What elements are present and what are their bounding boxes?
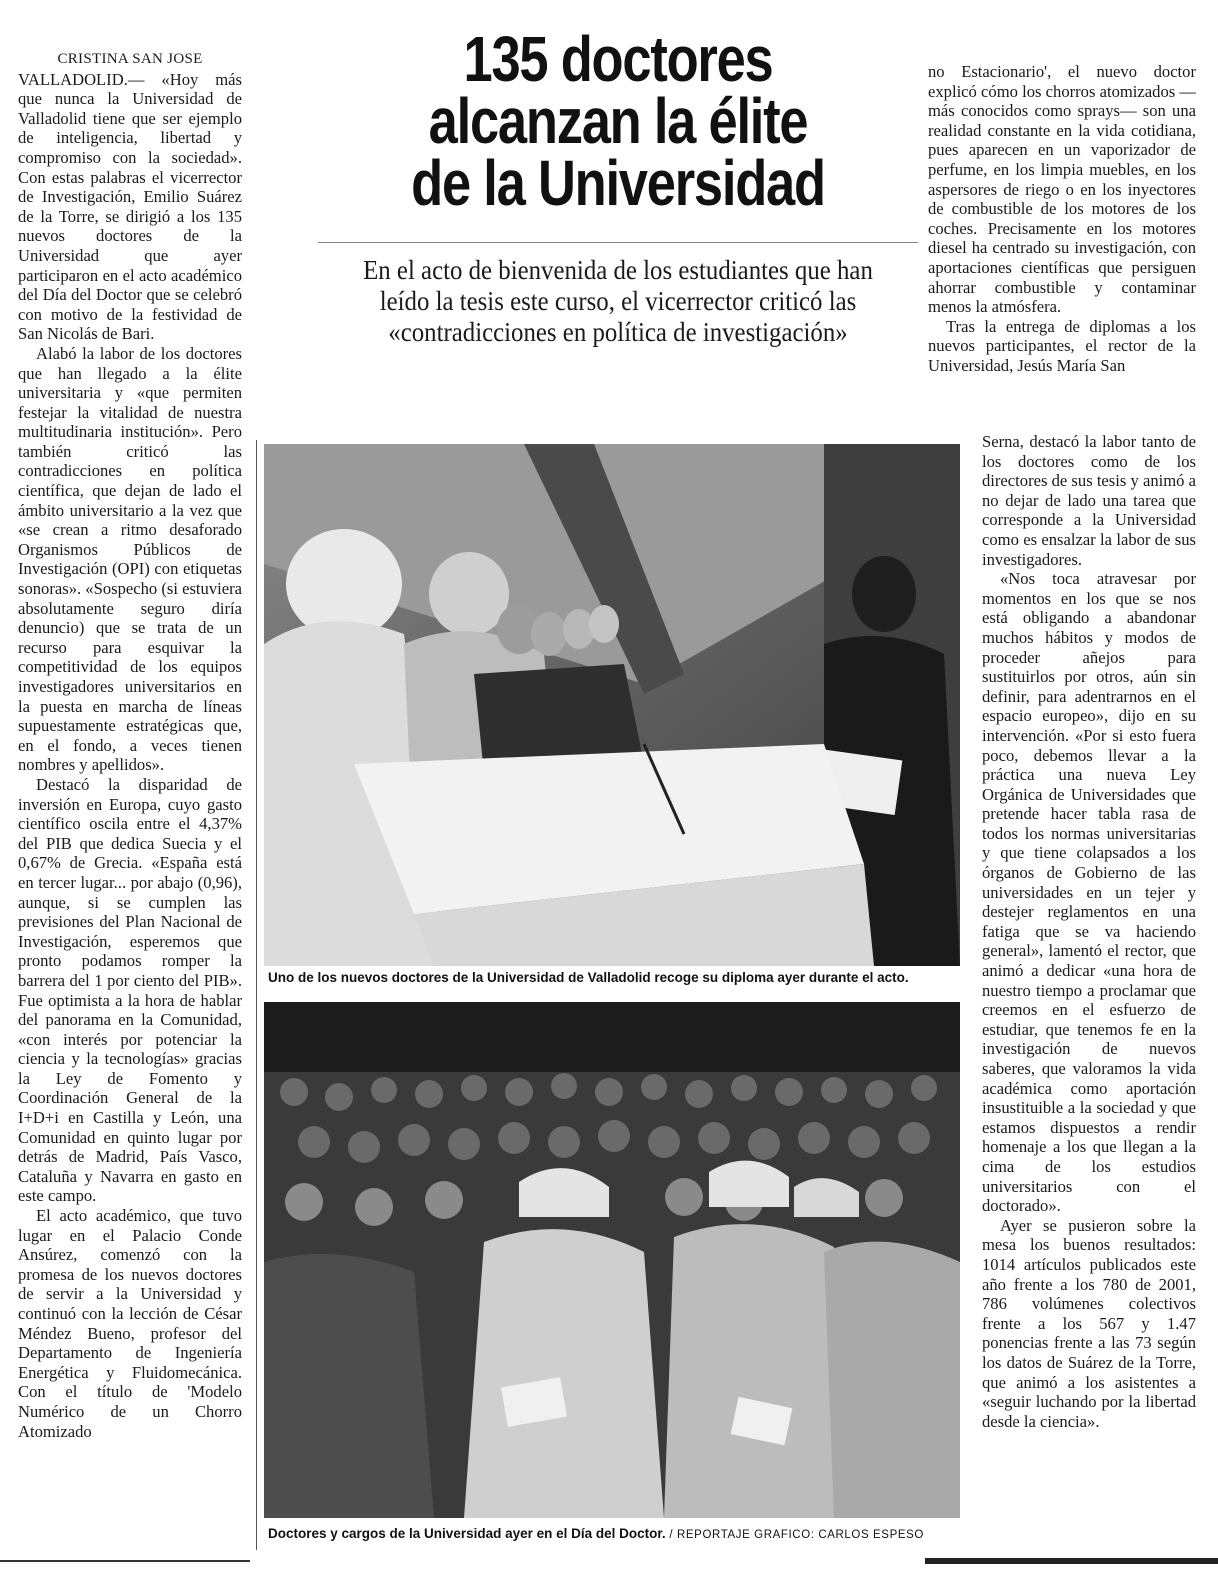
audience-photo-graphic: [264, 1002, 960, 1518]
paragraph: no Estacionario', el nuevo doctor explicó cómo los chorros atomizados —más conocidos como sprays— son una realidad constante en la vida cotidiana, pues aparecen en un vaporizador de perfume, en los limpia muebles, en los aspersores de riego o en los inyectores de combustible de los motores de los coches. Precisamente en los motores diesel ha centrado su investigación, con aportaciones científicas que persiguen ahorrar combustible y contaminar menos la atmósfera.: [928, 62, 1196, 317]
paragraph: El acto académico, que tuvo lugar en el Palacio Conde Ansúrez, comenzó con la promesa de los nuevos doctores de servir a la Universidad y continuó con la lección de César Méndez Bueno, profesor del Departamento de Ingeniería Energética y Fluidomecánica. Con el título de 'Modelo Numérico de un Chorro Atomizado: [18, 1206, 242, 1441]
caption-text: Doctores y cargos de la Universidad ayer en el Día del Doctor.: [268, 1526, 666, 1541]
byline: CRISTINA SAN JOSE: [57, 51, 203, 67]
audience-photo: [264, 1002, 960, 1518]
paragraph: Tras la entrega de diplomas a los nuevos participantes, el rector de la Universidad, Jesús María San: [928, 316, 1196, 375]
paragraph: Serna, destacó la labor tanto de los doctores como de los directores de sus tesis y animó a no dejar de lado una tarea que corresponde a la Universidad como es ensalzar la labor de sus investigadores.: [982, 432, 1196, 569]
ceremony-photo-graphic: [264, 444, 960, 966]
paragraph: Destacó la disparidad de inversión en Europa, cuyo gasto científico oscila entre el 4,37% del PIB que dedica Suecia y el 0,67% de Grecia. «España está en tercer lugar... por abajo (0,96), aunque, si se cumplen las previsiones del Plan Nacional de Investigación, esperemos que pronto podamos romper la barrera del 1 por ciento del PIB». Fue optimista a la hora de hablar del panorama en la Comunidad, «con interés por potenciar la ciencia y la tecnologías» gracias la Ley de Fomento y Coordinación General de la I+D+i en Castilla y León, una Comunidad en quinto lugar por detrás de Madrid, País Vasco, Cataluña y Navarra en gasto en este campo.: [18, 774, 242, 1206]
headline-line: 135 doctores: [463, 23, 773, 95]
right-column-bottom: [982, 432, 1196, 1556]
headline: [372, 23, 864, 219]
audience-photo-caption: [268, 1526, 924, 1541]
paragraph: Alabó la labor de los doctores que han llegado a la élite universitaria y «que permiten festejar la vitalidad de nuestra multitudinaria institución». Pero también criticó las contradicciones en política científica, que dejan de lado el ámbito universitario a la vez que «se crean a ritmo desaforado Organismos Públicos de Investigación (OPI) con etiquetas sonoras». «Sospecho (si estuviera absolutamente seguro diría denuncio) que se trata de un recurso para esquivar la competitividad de los equipos investigadores universitarios en la puesta en marcha de líneas supuestamente estratégicas que, en el fondo, a veces tienen nombres y apellidos».: [18, 343, 242, 775]
bottom-rule-right: [925, 1558, 1218, 1564]
photo-credit: / REPORTAJE GRAFICO: CARLOS ESPESO: [669, 1529, 924, 1541]
headline-line: alcanzan la élite: [428, 85, 808, 157]
ceremony-photo-caption: Uno de los nuevos doctores de la Universidad de Valladolid recoge su diploma ayer durante el acto.: [268, 970, 909, 985]
right-column-top: [928, 62, 1196, 432]
left-column: [18, 50, 242, 1441]
paragraph: VALLADOLID.— «Hoy más que nunca la Universidad de Valladolid tiene que ser ejemplo de inteligencia, libertad y compromiso con la sociedad». Con estas palabras el vicerrector de Investigación, Emilio Suárez de la Torre, se dirigió a los 135 nuevos doctores de la Universidad que ayer participaron en el acto académico del Día del Doctor que se celebró con motivo de la festividad de San Nicolás de Bari.: [18, 69, 242, 344]
paragraph: Ayer se pusieron sobre la mesa los buenos resultados: 1014 artículos publicados este año frente a los 780 de 2001, 786 volúmenes colectivos frente a los 567 y 1.47 ponencias frente a las 73 según los datos de Suárez de la Torre, que animó a los asistentes a «seguir luchando por la libertad desde la ciencia».: [982, 1215, 1196, 1431]
paragraph: «Nos toca atravesar por momentos en los que se nos está obligando a abandonar muchos hábitos y modos de proceder añejos para sustituirlos por otros, aún sin definir, para adentrarnos en el espacio europeo», dijo en su intervención. «Por si esto fuera poco, debemos llevar a la práctica una nueva Ley Orgánica de Universidades que pretende hacer tabla rasa de todos los normas universitarias y que tiene colapsados a los órganos de Gobierno de las universidades en un tejer y destejer reglamentos en una fatiga que se va haciendo general», lamentó el rector, que animó a dedicar «una hora de nuestro tiempo a proclamar que creemos en el esfuerzo de estudiar, que tenemos fe en la investigación de nuevos saberes, que valoramos la vida académica como aportación insustituible a la sociedad y que estamos dispuestos a rendir homenaje a los que llegan a la cima de los estudios universitarios con el doctorado».: [982, 569, 1196, 1216]
ceremony-photo: [264, 444, 960, 966]
column-rule-left: [256, 440, 257, 1550]
bottom-rule-left: [0, 1560, 250, 1562]
headline-line: de la Universidad: [411, 147, 825, 219]
headline-rule: [318, 242, 918, 243]
subheadline: En el acto de bienvenida de los estudiantes que han leído la tesis este curso, el vicerrector criticó las «contradicciones en política de investigación»: [363, 255, 873, 347]
